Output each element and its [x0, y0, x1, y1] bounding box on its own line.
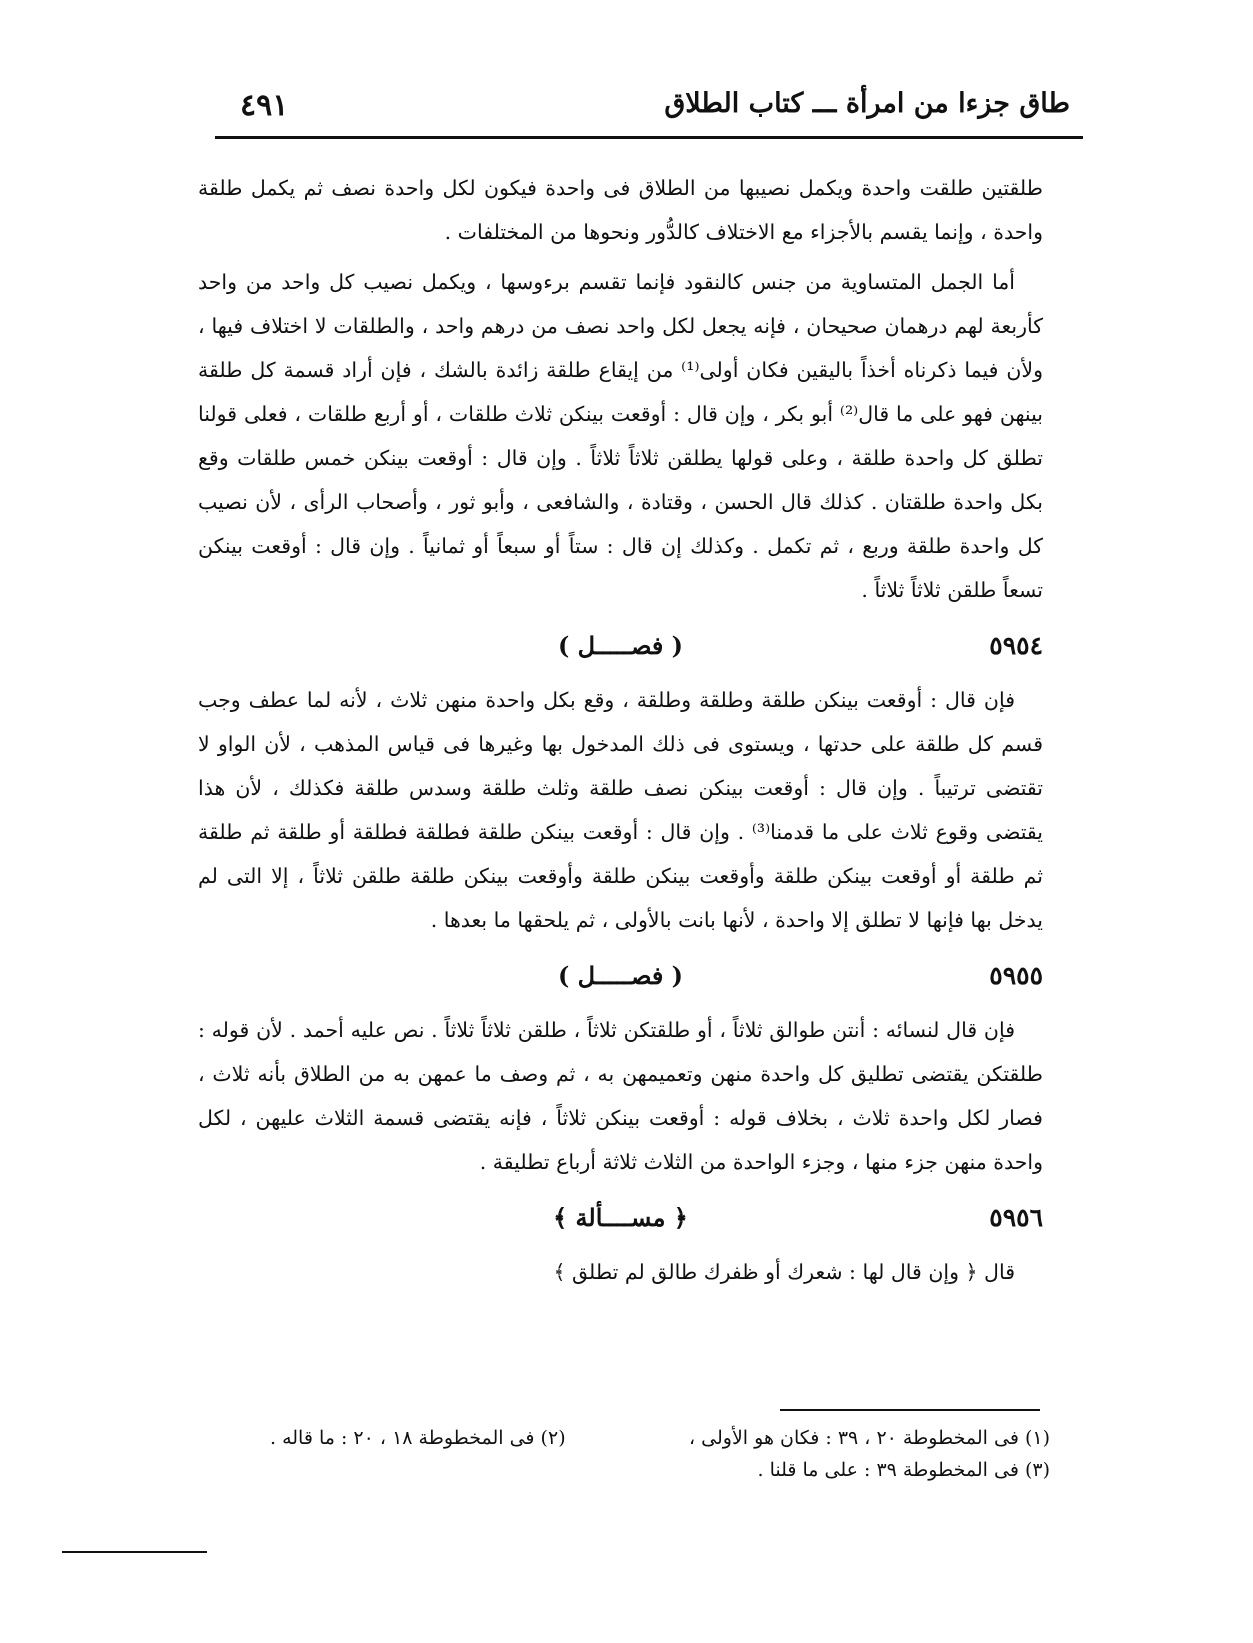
- footnote-3: (٣) فى المخطوطة ٣٩ : على ما قلنا .: [757, 1459, 1050, 1481]
- section-title: ( فصـــــل ): [557, 961, 684, 990]
- section-heading-5956: [198, 1196, 1043, 1240]
- footnote-row: [270, 1422, 1050, 1454]
- section-number: ٥٩٥٦: [989, 1203, 1043, 1232]
- page-header: [220, 88, 1110, 132]
- paragraph-3: فإن قال : أوقعت بينكن طلقة وطلقة وطلقة ، وقع بكل واحدة منهن ثلاث ، لأنه لما عطف وجب قسم كل طلقة على حدتها ، ويستوى فى ذلك المدخول بها وغيرها فى قياس المذهب ، لأن الواو لا تقتضى ترتيباً . وإن قال : أوقعت بينكن نصف طلقة وثلث طلقة وسدس طلقة فكذلك ، لأن هذا يقتضى وقوع ثلاث على ما قدمنا⁽³⁾ . وإن قال : أوقعت بينكن طلقة فطلقة فطلقة أو طلقة ثم طلقة ثم طلقة أو أوقعت بينكن طلقة وأوقعت بينكن طلقة وأوقعت بينكن طلقة طلقن ثلاثاً ، إلا التى لم يدخل بها فإنها لا تطلق إلا واحدة ، لأنها بانت بالأولى ، ثم يلحقها ما بعدها .: [198, 688, 1043, 932]
- section-number: ٥٩٥٥: [989, 961, 1043, 990]
- section-heading-5954: [198, 624, 1043, 668]
- footnote-rule: [780, 1409, 1040, 1411]
- bottom-rule: [62, 1551, 207, 1553]
- header-rule: [215, 136, 1083, 139]
- paragraph-5: قال ﴿ وإن قال لها : شعرك أو ظفرك طالق لم تطلق ﴾: [553, 1260, 1015, 1284]
- main-text: [198, 166, 1043, 1300]
- footnotes: [270, 1422, 1050, 1486]
- section-title: ﴿ مســــألة ﴾: [553, 1203, 688, 1232]
- paragraph-1: طلقتين طلقت واحدة ويكمل نصيبها من الطلاق فى واحدة فيكون لكل واحدة نصف ثم يكمل طلقة واحدة ، وإنما يقسم بالأجزاء مع الاختلاف كالدُّور ونحوها من المختلفات .: [198, 176, 1043, 244]
- footnote-2: (٢) فى المخطوطة ١٨ ، ٢٠ : ما قاله .: [270, 1427, 566, 1449]
- paragraph-4: فإن قال لنسائه : أنتن طوالق ثلاثاً ، أو طلقتكن ثلاثاً ، طلقن ثلاثاً ثلاثاً . نص عليه أحمد . لأن قوله : طلقتكن يقتضى تطليق كل واحدة منهن وتعميمهن به ، ثم وصف ما عمهن به من الطلاق بأنه ثلاث ، فصار لكل واحدة ثلاث ، بخلاف قوله : أوقعت بينكن ثلاثاً ، فإنه يقتضى قسمة الثلاث عليهن ، لكل واحدة منهن جزء منها ، وجزء الواحدة من الثلاث ثلاثة أرباع تطليقة .: [198, 1018, 1043, 1174]
- footnote-1: (١) فى المخطوطة ٢٠ ، ٣٩ : فكان هو الأولى ،: [689, 1427, 1050, 1449]
- section-heading-5955: [198, 954, 1043, 998]
- running-title: طاق جزءا من امرأة ـــ كتاب الطلاق: [664, 88, 1070, 119]
- section-title: ( فصـــــل ): [557, 631, 684, 660]
- page-number: ٤٩١: [240, 88, 289, 123]
- section-number: ٥٩٥٤: [989, 631, 1043, 660]
- paragraph-2: أما الجمل المتساوية من جنس كالنقود فإنما تقسم برءوسها ، ويكمل نصيب كل واحد من واحد كأربعة لهم درهمان صحيحان ، فإنه يجعل لكل واحد نصف من درهم واحد ، والطلقات لا اختلاف فيها ، ولأن فيما ذكرناه أخذاً باليقين فكان أولى⁽¹⁾ من إيقاع طلقة زائدة بالشك ، فإن أراد قسمة كل طلقة بينهن فهو على ما قال⁽²⁾ أبو بكر ، وإن قال : أوقعت بينكن ثلاث طلقات ، أو أربع طلقات ، فعلى قولنا تطلق كل واحدة طلقة ، وعلى قولها يطلقن ثلاثاً ثلاثاً . وإن قال : أوقعت بينكن خمس طلقات وقع بكل واحدة طلقتان . كذلك قال الحسن ، وقتادة ، والشافعى ، وأبو ثور ، وأصحاب الرأى ، لأن نصيب كل واحدة طلقة وربع ، ثم تكمل . وكذلك إن قال : ستاً أو سبعاً أو ثمانياً . وإن قال : أوقعت بينكن تسعاً طلقن ثلاثاً ثلاثاً .: [198, 270, 1044, 602]
